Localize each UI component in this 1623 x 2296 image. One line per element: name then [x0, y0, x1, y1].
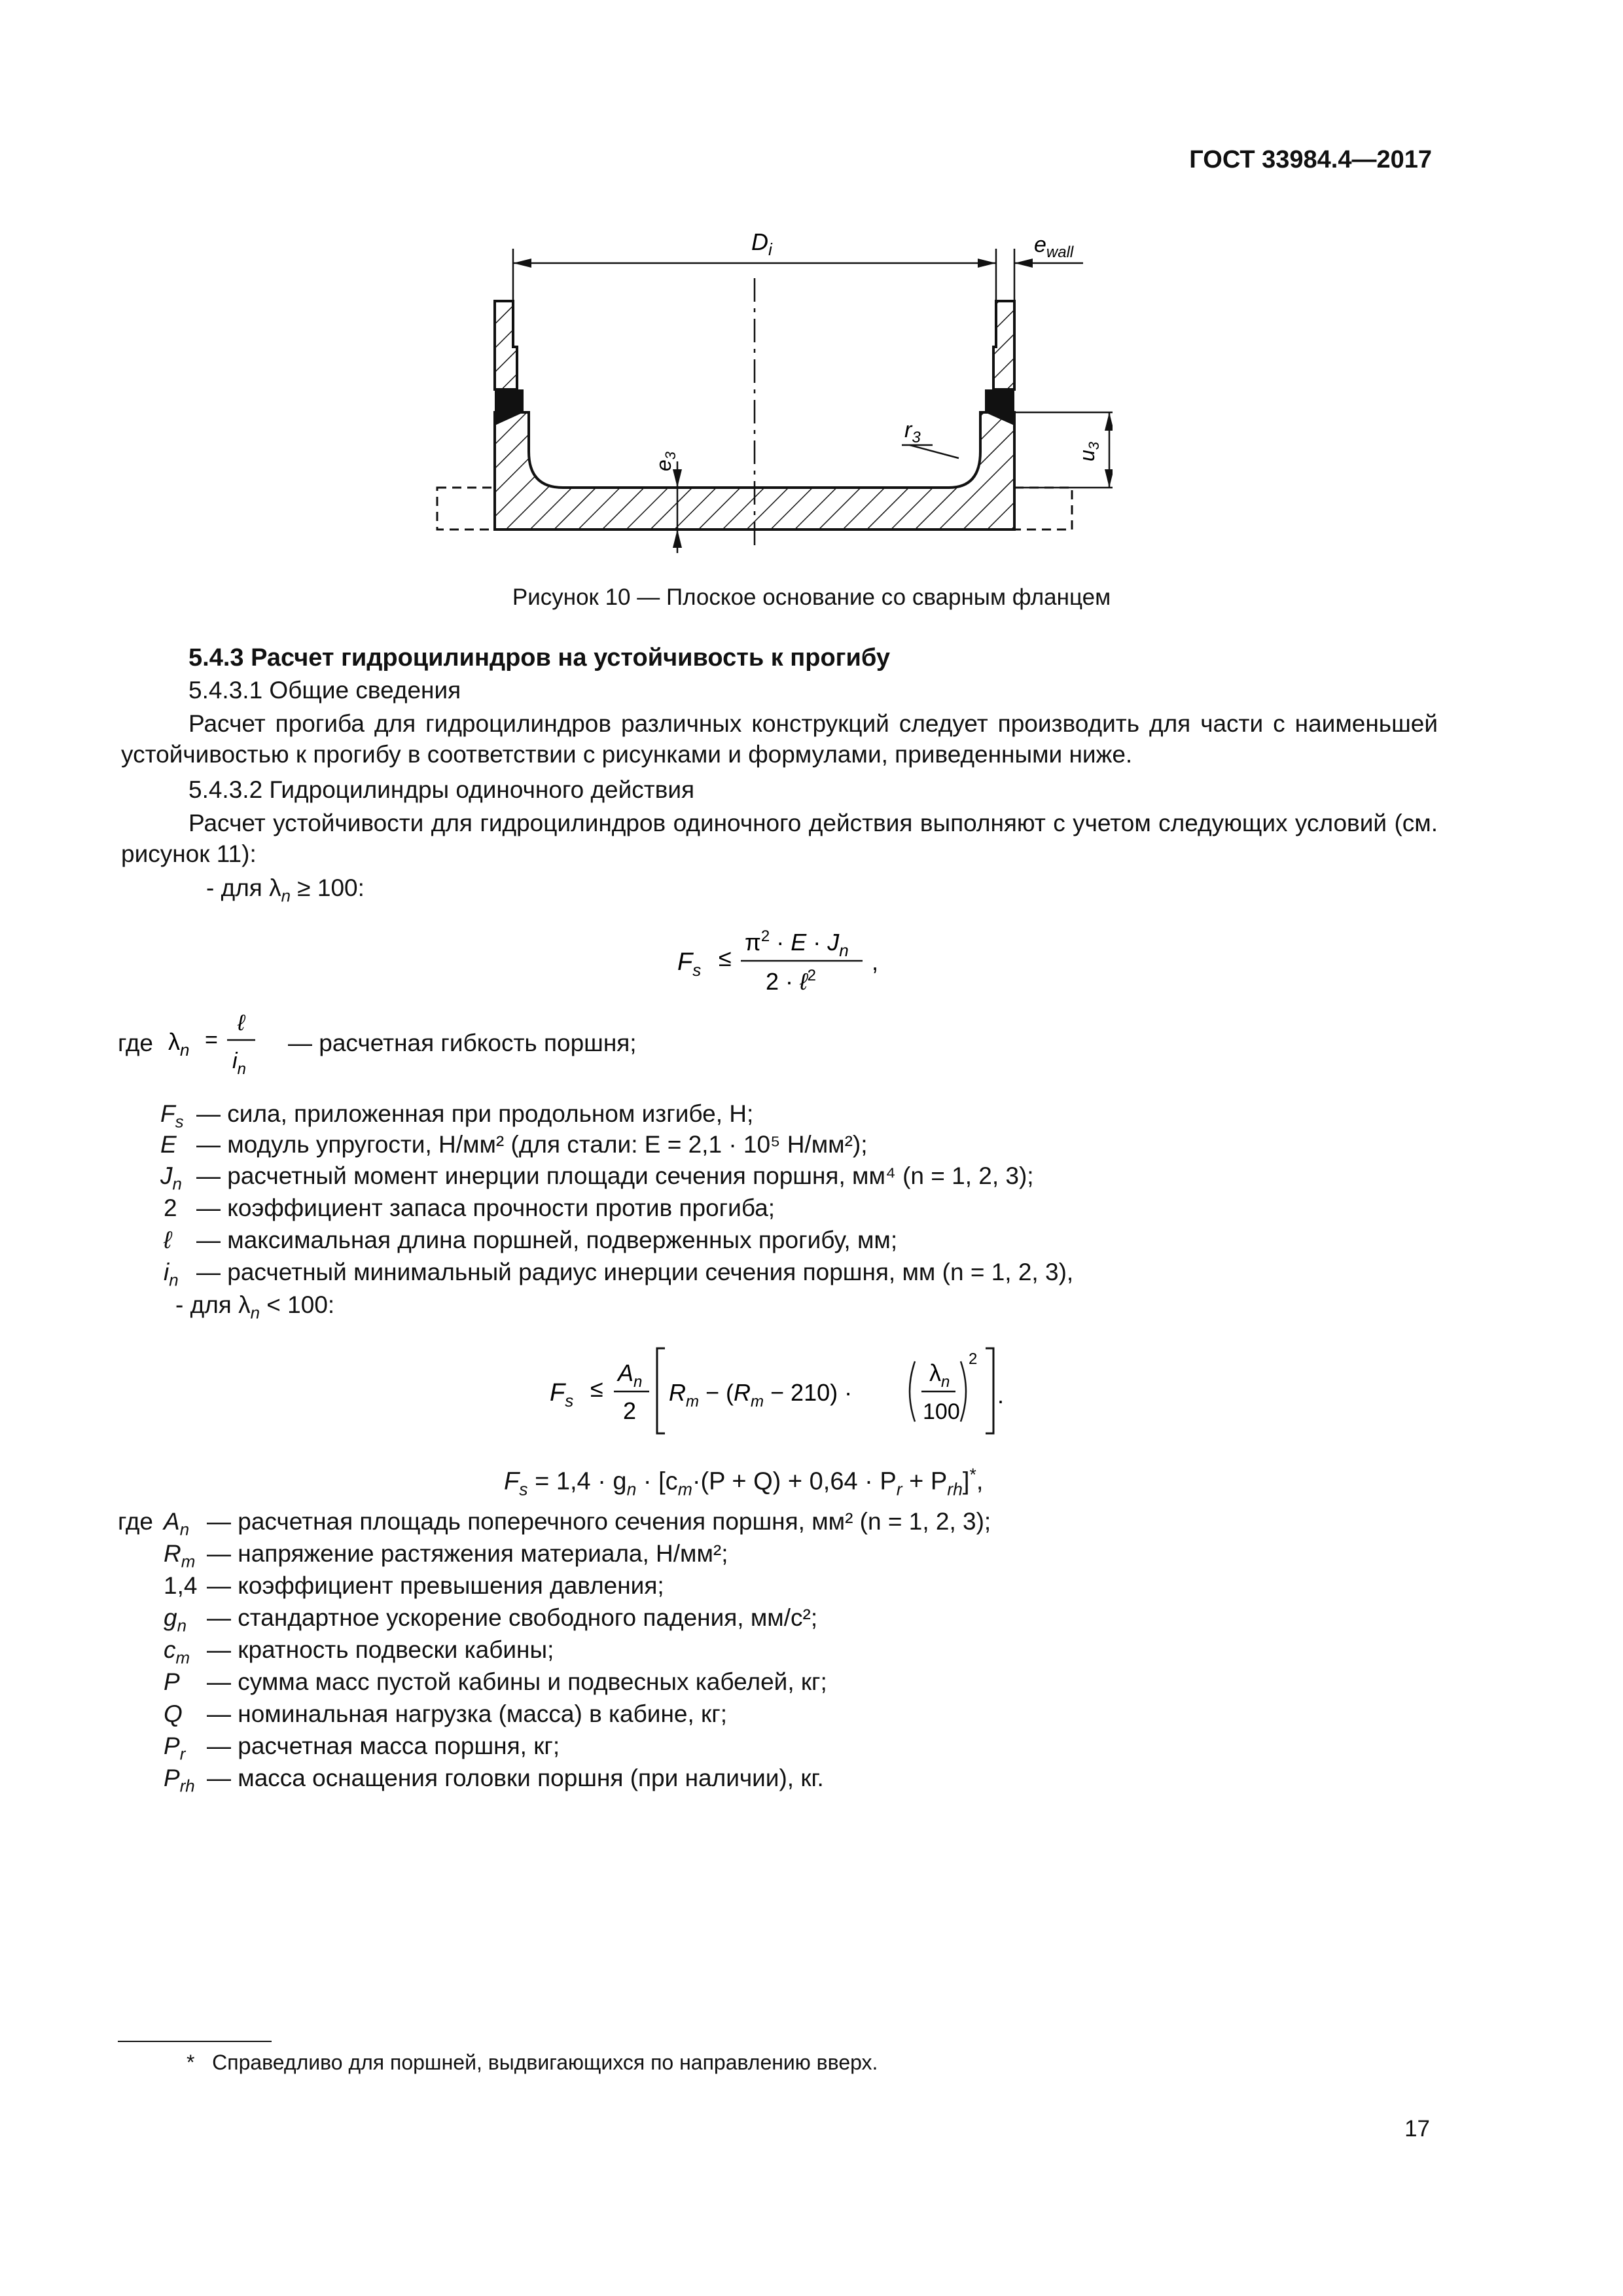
svg-text:in: $i_n$ [232, 1049, 246, 1078]
svg-text:π2 · E · Jn: $\pi^2 \cdot E \cdot J_n$ [745, 927, 849, 960]
svg-text:An: $A_n$ [618, 1359, 643, 1391]
svg-text:λn: $\lambda_n$ [168, 1028, 190, 1060]
svg-text:ℓ: ℓ [238, 1011, 245, 1035]
footnote: * Справедливо для поршней, выдвигающихся по направлению вверх. [187, 2051, 878, 2074]
svg-text:,: , [872, 948, 879, 975]
formula-euler [668, 916, 903, 1008]
label-di: $D_i$ [751, 232, 772, 259]
svg-text:=: = [205, 1028, 218, 1052]
case-lambda-lt-100: - для $\lambda_n < 100$: [175, 1291, 335, 1323]
svg-text:λn: $\lambda_n$ [929, 1359, 950, 1391]
lambda-definition: — расчетная гибкость поршня; [288, 1030, 637, 1056]
subsection-title-general: 5.4.3.1 Общие сведения [188, 677, 461, 704]
subsection-title-single-acting: 5.4.3.2 Гидроцилиндры одиночного действия [188, 776, 695, 803]
svg-text:Fs: $F_s$ [550, 1379, 574, 1410]
section-heading: 5.4.3 Расчет гидроцилиндров на устойчивость к прогибу [188, 644, 890, 672]
svg-text:2: 2 [969, 1350, 978, 1368]
label-ewall: $e_{wall}$ [1034, 232, 1074, 261]
formula-design-force: $F_s = 1,4 \cdot g_n \cdot [c_m\cdot(P + Q) + 0,64 \cdot P_r + P_{rh}]^*$, [504, 1465, 984, 1499]
right-wall [993, 301, 1014, 389]
svg-text:Rm − (Rm − 210) ·: $R_m - (R_m - 210)$ · [669, 1379, 853, 1410]
paragraph-general: Расчет прогиба для гидроцилиндров различных конструкций следует производить для части с наименьшей устойчивостью к прогибу в соответствии с рисунками и формулами, приведенными ниже. [121, 710, 1438, 768]
figure-flat-base-welded-flange [419, 232, 1113, 566]
document-code: ГОСТ 33984.4—2017 [1189, 146, 1432, 173]
label-r3: $r_3$ [904, 418, 921, 446]
case-lambda-ge-100: - для $\lambda_n \ge 100$: [206, 874, 365, 906]
left-wall [495, 301, 517, 389]
page-number: 17 [1404, 2116, 1430, 2142]
svg-text:≤: ≤ [719, 944, 732, 971]
formula-tetmajer [537, 1335, 1008, 1446]
svg-text:Fs: $F_s$ [677, 948, 702, 980]
svg-text:100: 100 [923, 1399, 960, 1424]
svg-text:≤: ≤ [590, 1375, 603, 1402]
svg-text:.: . [997, 1382, 1005, 1408]
svg-text:2: 2 [623, 1397, 637, 1424]
paragraph-single-acting: Расчет устойчивости для гидроцилиндров одиночного действия выполняют с учетом следующих условий (см. рисунок 11): [121, 810, 1438, 867]
label-e3: $e_3$ [652, 451, 679, 471]
formula-lambda [167, 1008, 278, 1083]
where-label-2: где [118, 1508, 154, 1535]
label-u3: $u_3$ [1075, 441, 1102, 461]
figure-caption: Рисунок 10 — Плоское основание со сварным фланцем [512, 584, 1111, 610]
svg-text:2 · ℓ2: 2 · ℓ$^2$ [766, 967, 817, 995]
where-label-1: где [118, 1030, 154, 1056]
footnote-rule [118, 2041, 272, 2042]
